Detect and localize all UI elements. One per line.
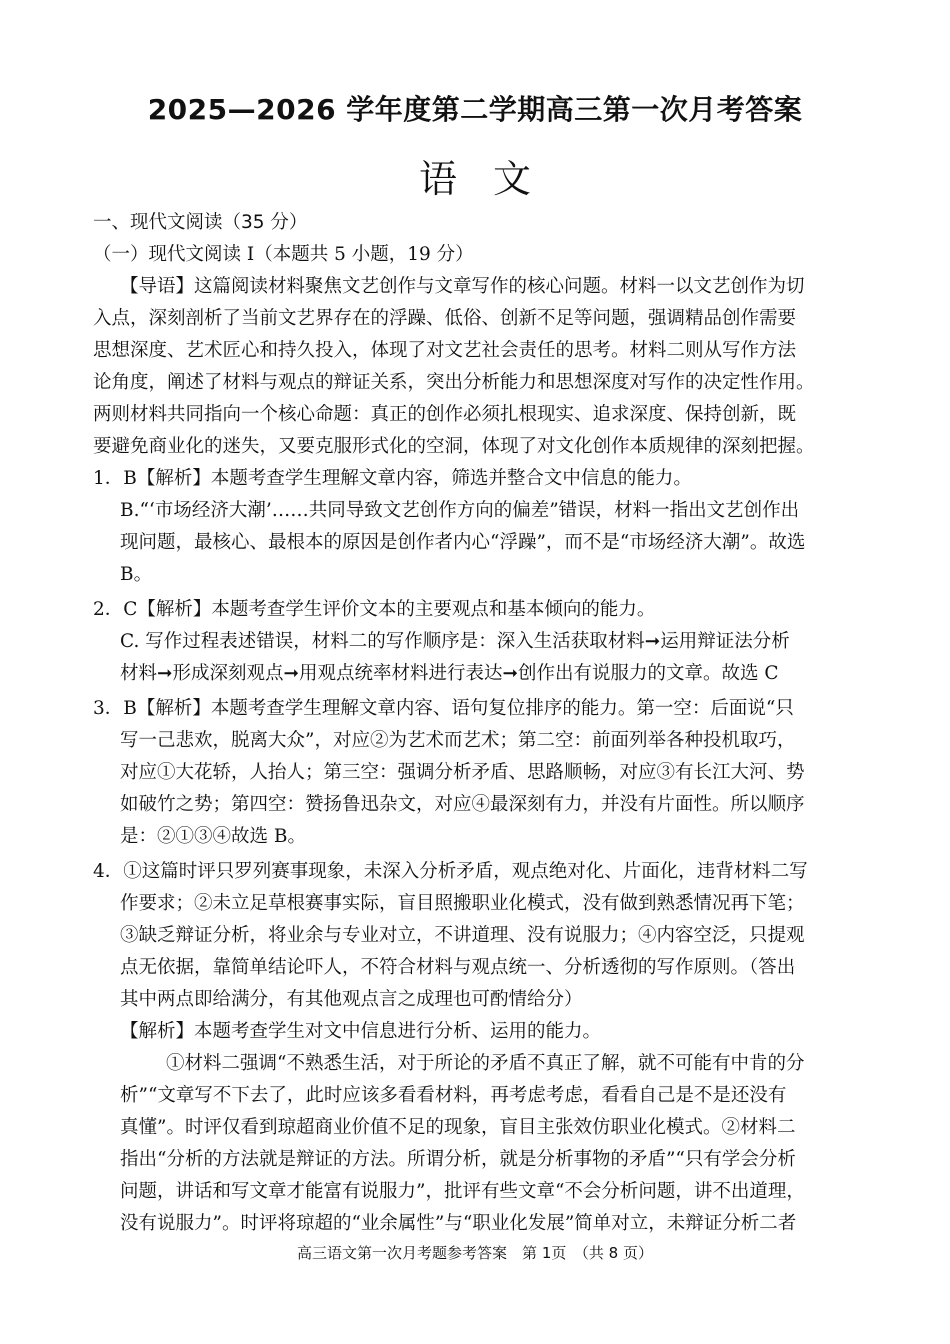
q4-line: 问题，讲话和写文章才能富有说服力”，批评有些文章“不会分析问题，讲不出道理， bbox=[120, 1181, 805, 1202]
q4-line: 4．①这篇时评只罗列赛事现象，未深入分析矛盾，观点绝对化、片面化，违背材料二写 bbox=[93, 861, 808, 882]
q1-line: 1．B【解析】本题考查学生理解文章内容，筛选并整合文中信息的能力。 bbox=[93, 468, 692, 489]
q2-line: 材料➞形成深刻观点➞用观点统率材料进行表达➞创作出有说服力的文章。故选 C bbox=[120, 663, 779, 684]
q3-line: 如破竹之势；第四空：赞扬鲁迅杂文，对应④最深刻有力，并没有片面性。所以顺序 bbox=[120, 794, 805, 815]
q2-line: C. 写作过程表述错误，材料二的写作顺序是：深入生活获取材料➞运用辩证法分析 bbox=[120, 631, 790, 652]
intro-line: 论角度，阐述了材料与观点的辩证关系，突出分析能力和思想深度对写作的决定性作用。 bbox=[93, 372, 815, 393]
document-title: 2025—2026 学年度第二学期高三第一次月考答案 bbox=[147, 93, 803, 126]
q1-line: B。 bbox=[120, 564, 153, 585]
intro-line: 要避免商业化的迷失，又要克服形式化的空洞，体现了对文化创作本质规律的深刻把握。 bbox=[93, 436, 815, 457]
intro-line: 【导语】这篇阅读材料聚焦文艺创作与文章写作的核心问题。材料一以文艺创作为切 bbox=[120, 276, 805, 297]
q1-line: B.“‘市场经济大潮’……共同导致文艺创作方向的偏差”错误，材料一指出文艺创作出 bbox=[120, 500, 800, 521]
page-footer: 高三语文第一次月考题参考答案 第 1页 （共 8 页） bbox=[297, 1244, 653, 1262]
q4-line: 指出“分析的方法就是辩证的方法。所谓分析，就是分析事物的矛盾”“只有学会分析 bbox=[120, 1149, 796, 1170]
q3-line: 3．B【解析】本题考查学生理解文章内容、语句复位排序的能力。第一空：后面说“只 bbox=[93, 698, 794, 719]
section-heading: 一、现代文阅读（35 分） bbox=[93, 212, 308, 233]
q4-line: 析”“文章写不下去了，此时应该多看看材料，再考虑考虑，看看自己是不是还没有 bbox=[120, 1085, 787, 1106]
q4-line: 真懂”。时评仅看到琼超商业价值不足的现象，盲目主张效仿职业化模式。②材料二 bbox=[120, 1117, 796, 1138]
q3-line: 是：②①③④故选 B。 bbox=[120, 826, 306, 847]
subject-title: 语文 bbox=[418, 157, 567, 201]
q4-analysis-label: 【解析】本题考查学生对文中信息进行分析、运用的能力。 bbox=[120, 1021, 602, 1042]
intro-line: 两则材料共同指向一个核心命题：真正的创作必须扎根现实、追求深度、保持创新，既 bbox=[93, 404, 797, 425]
q2-line: 2．C【解析】本题考查学生评价文本的主要观点和基本倾向的能力。 bbox=[93, 599, 656, 620]
q4-line: 点无依据，靠简单结论吓人，不符合材料与观点统一、分析透彻的写作原则。（答出 bbox=[120, 957, 796, 978]
q4-line: 没有说服力”。时评将琼超的“业余属性”与“职业化发展”简单对立，未辩证分析二者 bbox=[120, 1213, 797, 1234]
q4-line: ③缺乏辩证分析，将业余与专业对立，不讲道理、没有说服力；④内容空泛，只提观 bbox=[120, 925, 805, 946]
q3-line: 写一己悲欢，脱离大众”，对应②为艺术而艺术；第二空：前面列举各种投机取巧， bbox=[120, 730, 796, 751]
q3-line: 对应①大花轿，人抬人；第三空：强调分析矛盾、思路顺畅，对应③有长江大河、势 bbox=[120, 762, 805, 783]
section-subheading: （一）现代文阅读 I（本题共 5 小题，19 分） bbox=[93, 244, 474, 265]
intro-line: 入点，深刻剖析了当前文艺界存在的浮躁、低俗、创新不足等问题，强调精品创作需要 bbox=[93, 308, 797, 329]
intro-line: 思想深度、艺术匠心和持久投入，体现了对文艺社会责任的思考。材料二则从写作方法 bbox=[93, 340, 797, 361]
q1-line: 现问题，最核心、最根本的原因是创作者内心“浮躁”，而不是“市场经济大潮”。故选 bbox=[120, 532, 806, 553]
q4-line: 其中两点即给满分，有其他观点言之成理也可酌情给分） bbox=[120, 989, 583, 1010]
q4-line: 作要求；②未立足草根赛事实际，盲目照搬职业化模式，没有做到熟悉情况再下笔； bbox=[120, 893, 805, 914]
q4-line: ①材料二强调“不熟悉生活，对于所论的矛盾不真正了解，就不可能有中肯的分 bbox=[166, 1053, 805, 1074]
